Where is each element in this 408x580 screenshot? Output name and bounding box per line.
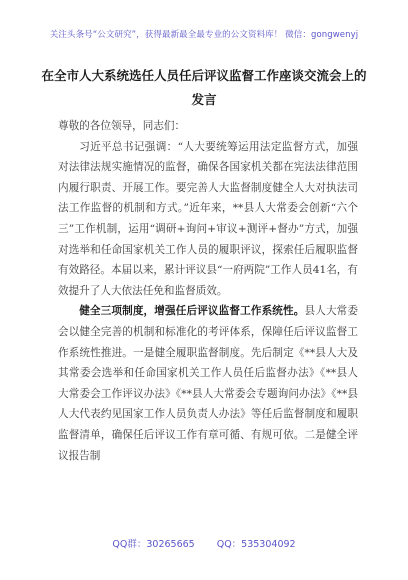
footer-qq-group: QQ群：30265665: [112, 539, 195, 550]
document-body: [58, 116, 358, 466]
paragraph-2-heading: 健全三项制度，增强任后评议监督工作系统性。: [79, 305, 305, 318]
salutation: 尊敬的各位领导，同志们：: [58, 120, 186, 132]
header-banner: 关注头条号“公文研究”，获得最新最全最专业的公文资料库！ 微信：gongwenyj: [49, 30, 359, 40]
paragraph-1: 习近平总书记强调：“人大要统筹运用法定监督方式，加强对法律法规实施情况的监督，确保各国家机关都在宪法法律范围内履行职责、开展工作。要完善人大监督制度健全人大对执法司法工作监督的机制和方式。”近年来，**县人大常委会创新“六个三”工作机制，运用“调研+询问+审议+测评+督办”方式，加强对选举和任命国家机关工作人员的履职评议，探索任后履职监督有效路径。本届以来，累计评议县“一府两院”工作人员41名，有效提升了人大依法任免和监督质效。: [58, 140, 358, 297]
paragraph-2: [58, 301, 358, 466]
footer-qq: QQ：535304092: [216, 539, 296, 550]
footer: [0, 536, 408, 550]
paragraph-2-body: 县人大常委会以健全完善的机制和标准化的考评体系，保障任后评议监督工作系统性推进。一是健全履职监督制度。先后制定《**县人大及其常委会选举和任命国家机关工作人员任后监督办法》《**县人大常委会工作评议办法》《**县人大常委会专题询问办法》《**县人大代表约见国家工作人员负责人办法》等任后监督制度和履职监督清单，确保任后评议工作有章可循、有规可依。二是健全评议报告制: [58, 305, 359, 462]
document-title: 在全市人大系统选任人员任后评议监督工作座谈交流会上的发言: [41, 68, 367, 107]
